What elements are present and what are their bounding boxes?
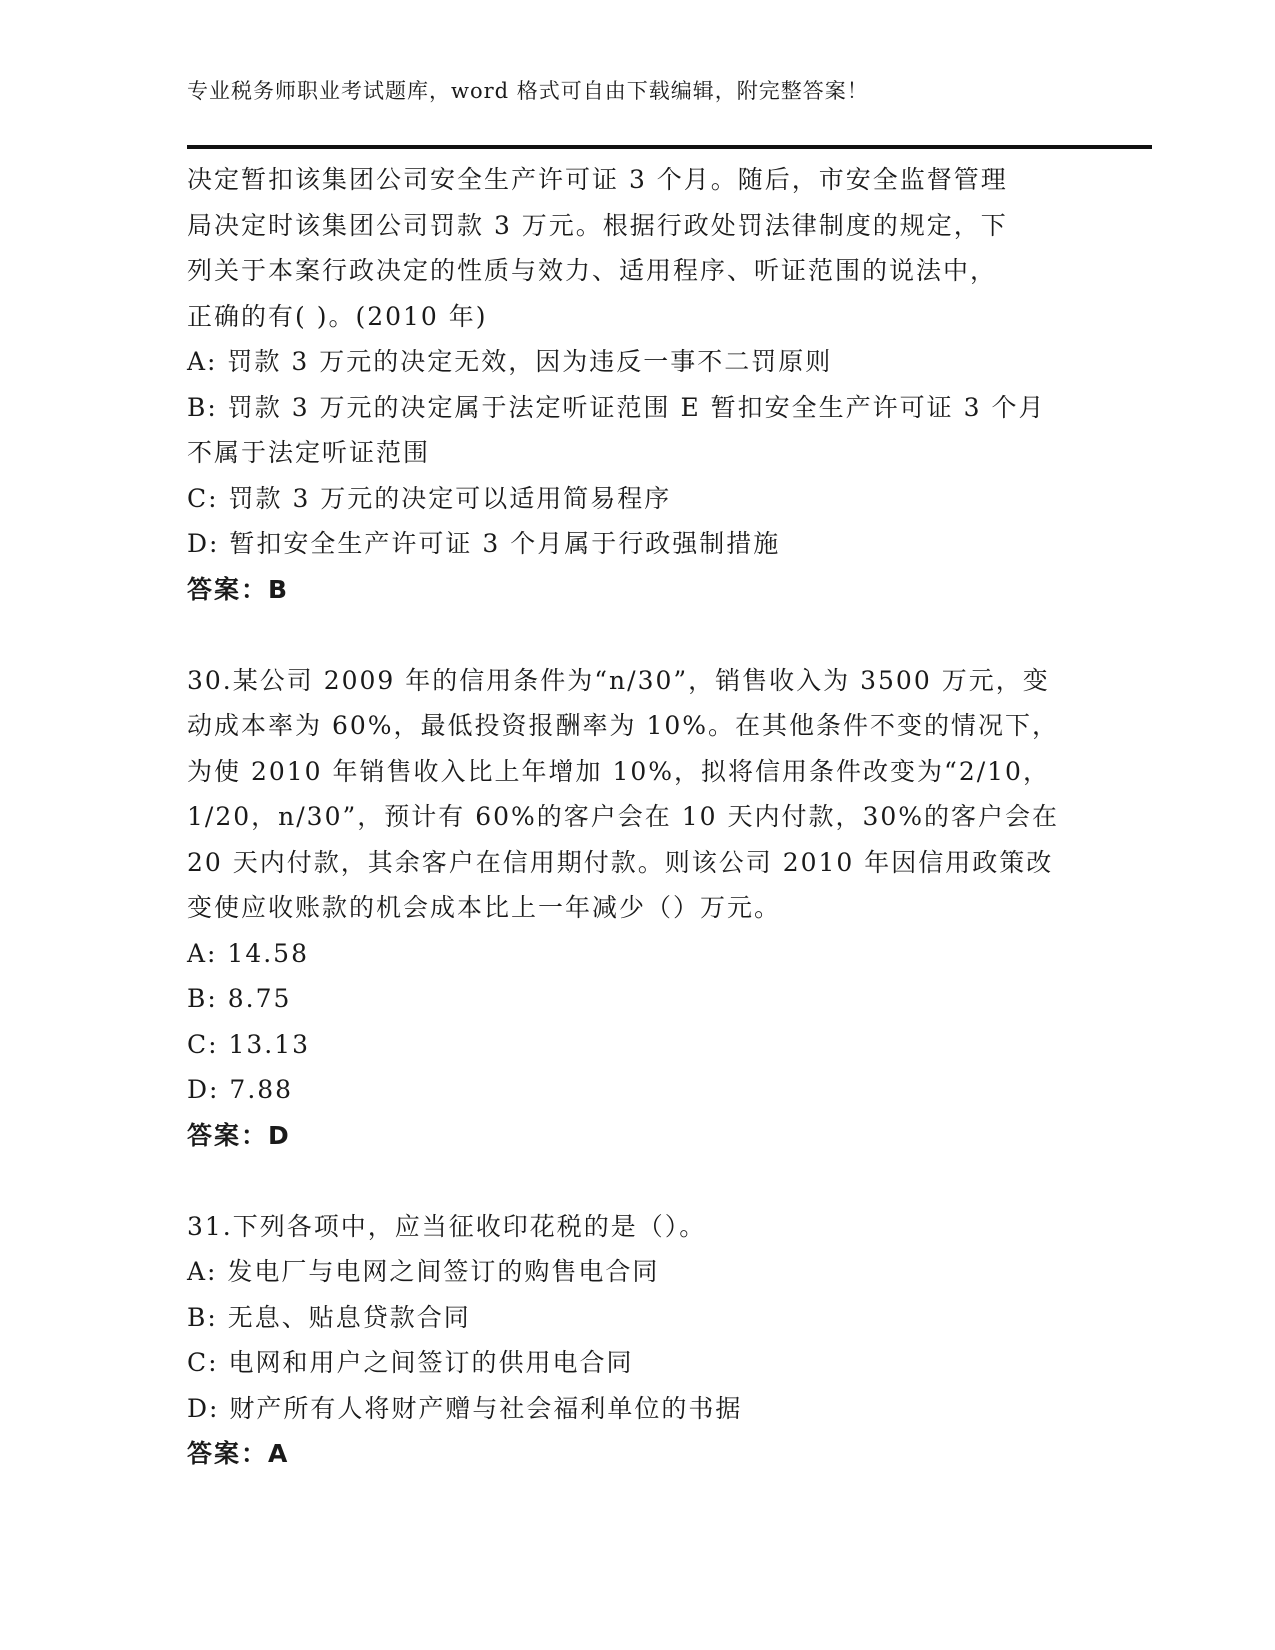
option-a: A: 罚款 3 万元的决定无效，因为违反一事不二罚原则 (187, 347, 833, 376)
question-block (187, 157, 1087, 612)
spacer (187, 1158, 1087, 1204)
question-stem-line: 1/20，n/30”，预计有 60%的客户会在 10 天内付款，30%的客户会在 (187, 802, 1060, 831)
question-stem-line: 30.某公司 2009 年的信用条件为“n/30”，销售收入为 3500 万元，变 (187, 665, 1050, 695)
answer-label: 答案：B (187, 574, 290, 604)
question-stem-line: 为使 2010 年销售收入比上年增加 10%，拟将信用条件改变为“2/10， (187, 756, 1050, 786)
option-a: A: 14.58 (187, 938, 309, 968)
option-c: C: 罚款 3 万元的决定可以适用简易程序 (187, 483, 672, 513)
question-stem-line: 动成本率为 60%，最低投资报酬率为 10%。在其他条件不变的情况下， (187, 711, 1060, 740)
option-d: D: 暂扣安全生产许可证 3 个月属于行政强制措施 (187, 529, 781, 558)
option-c: C: 电网和用户之间签订的供用电合同 (187, 1348, 634, 1377)
question-content (187, 157, 1087, 1477)
spacer (187, 612, 1087, 658)
option-a: A: 发电厂与电网之间签订的购售电合同 (187, 1257, 660, 1286)
option-c: C: 13.13 (187, 1029, 311, 1059)
question-stem-line: 31.下列各项中，应当征收印花税的是（）。 (187, 1211, 707, 1241)
header-divider (187, 145, 1152, 149)
question-stem-line: 正确的有( )。(2010 年) (187, 301, 488, 331)
option-b-continued: 不属于法定听证范围 (187, 438, 431, 467)
question-stem-line: 列关于本案行政决定的性质与效力、适用程序、听证范围的说法中， (187, 256, 998, 285)
option-d: D: 财产所有人将财产赠与社会福利单位的书据 (187, 1393, 743, 1423)
question-stem-line: 变使应收账款的机会成本比上一年减少（）万元。 (187, 893, 782, 922)
question-stem-line: 20 天内付款，其余客户在信用期付款。则该公司 2010 年因信用政策改 (187, 847, 1054, 877)
question-block (187, 658, 1087, 1159)
answer-label: 答案：D (187, 1120, 291, 1150)
question-stem-line: 决定暂扣该集团公司安全生产许可证 3 个月。随后，市安全监督管理 (187, 165, 1008, 194)
question-stem-line: 局决定时该集团公司罚款 3 万元。根据行政处罚法律制度的规定，下 (187, 210, 1008, 240)
option-d: D: 7.88 (187, 1075, 294, 1104)
question-block (187, 1204, 1087, 1477)
option-b: B: 无息、贴息贷款合同 (187, 1302, 471, 1332)
answer-label: 答案：A (187, 1439, 290, 1468)
option-b: B: 罚款 3 万元的决定属于法定听证范围 E 暂扣安全生产许可证 3 个月 (187, 392, 1046, 422)
option-b: B: 8.75 (187, 984, 292, 1013)
page-header: 专业税务师职业考试题库，word 格式可自由下载编辑，附完整答案！ (187, 79, 869, 103)
